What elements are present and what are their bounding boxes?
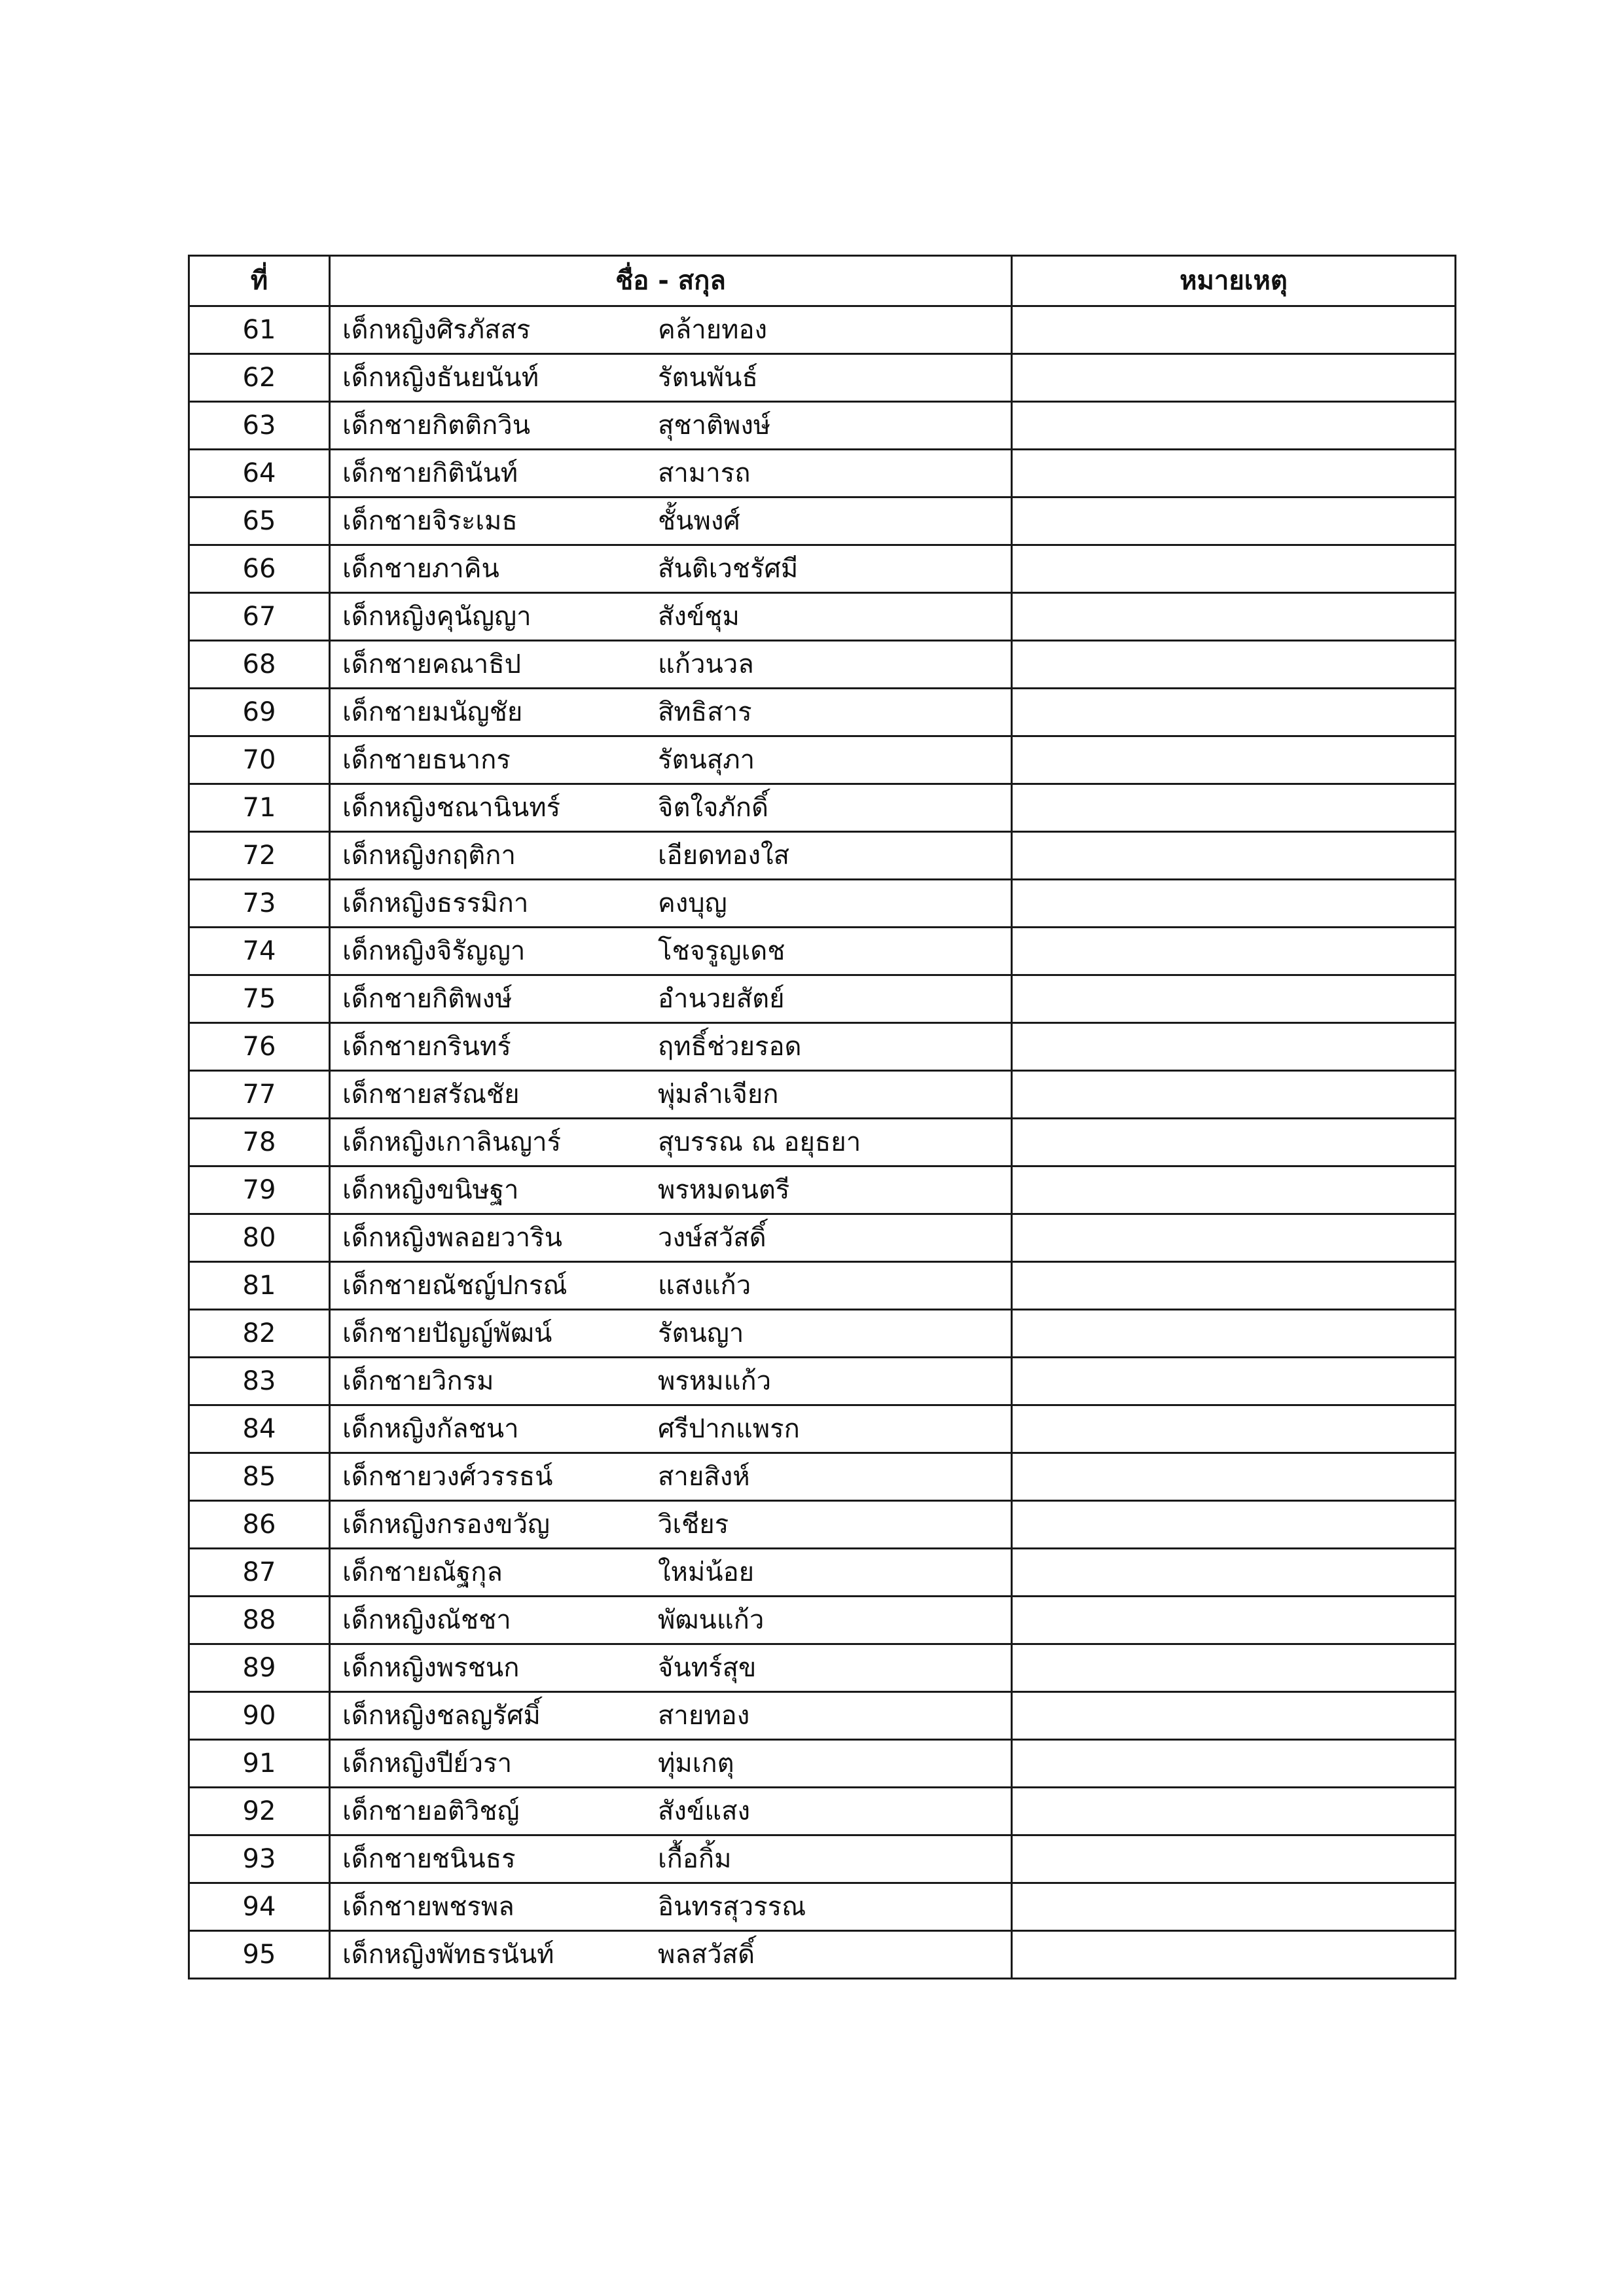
student-first-name: เด็กหญิงศิรภัสสร [342,315,531,345]
remark-cell [1012,832,1456,880]
row-number: 73 [189,880,330,928]
student-first-name: เด็กหญิงกัลชนา [342,1414,519,1444]
row-number: 81 [189,1262,330,1310]
student-name-cell [330,1071,1012,1119]
student-name-cell [330,1405,1012,1453]
student-first-name: เด็กชายวิกรม [342,1366,494,1396]
remark-cell [1012,450,1456,497]
student-last-name: พัฒนแก้ว [658,1605,765,1635]
row-number: 64 [189,450,330,497]
student-last-name: แก้วนวล [658,649,754,679]
remark-cell [1012,1405,1456,1453]
remark-cell [1012,1931,1456,1979]
student-first-name: เด็กชายธนากร [342,745,511,775]
student-last-name: ฤทธิ์ช่วยรอด [658,1032,802,1062]
table-row [189,593,1456,641]
student-last-name: เอียดทองใส [658,840,789,871]
student-first-name: เด็กชายวงศ์วรรธน์ [342,1462,553,1492]
table-row [189,1740,1456,1788]
remark-cell [1012,1166,1456,1214]
student-last-name: สุบรรณ ณ อยุธยา [658,1127,861,1157]
remark-cell [1012,1023,1456,1071]
remark-cell [1012,1597,1456,1644]
student-name-cell [330,450,1012,497]
student-name-cell [330,1214,1012,1262]
student-last-name: ใหม่น้อย [658,1557,755,1587]
remark-cell [1012,1214,1456,1262]
student-first-name: เด็กหญิงขนิษฐา [342,1175,519,1205]
remark-cell [1012,1692,1456,1740]
student-name-cell [330,928,1012,975]
remark-cell [1012,689,1456,736]
row-number: 88 [189,1597,330,1644]
table-row [189,1119,1456,1166]
table-row [189,1931,1456,1979]
remark-cell [1012,784,1456,832]
row-number: 94 [189,1883,330,1931]
student-first-name: เด็กชายปัญญ์พัฒน์ [342,1318,552,1348]
student-name-cell [330,1931,1012,1979]
student-last-name: พรหมแก้ว [658,1366,772,1396]
table-row [189,736,1456,784]
student-name-cell [330,1597,1012,1644]
student-last-name: ศรีปากแพรก [658,1414,800,1444]
table-row [189,1358,1456,1405]
student-first-name: เด็กชายกิตติกวิน [342,410,531,441]
student-name-cell [330,1119,1012,1166]
student-first-name: เด็กหญิงชลญรัศมิ์ [342,1701,541,1731]
row-number: 85 [189,1453,330,1501]
student-last-name: สุชาติพงษ์ [658,410,771,441]
remark-cell [1012,1119,1456,1166]
student-last-name: สังข์ชุม [658,602,740,632]
student-name-cell [330,784,1012,832]
student-first-name: เด็กชายชนินธร [342,1844,516,1874]
student-last-name: รัตนสุภา [658,745,755,775]
table-row [189,1023,1456,1071]
student-first-name: เด็กหญิงชณานินทร์ [342,793,561,823]
student-last-name: แสงแก้ว [658,1271,751,1301]
remark-cell [1012,497,1456,545]
student-name-cell [330,497,1012,545]
roster-sheet [188,255,1454,1979]
table-row [189,1501,1456,1549]
student-first-name: เด็กชายกิติพงษ์ [342,984,513,1014]
table-row [189,784,1456,832]
row-number: 63 [189,402,330,450]
row-number: 77 [189,1071,330,1119]
row-number: 84 [189,1405,330,1453]
remark-cell [1012,1501,1456,1549]
student-name-cell [330,354,1012,402]
student-first-name: เด็กหญิงณัชชา [342,1605,511,1635]
remark-cell [1012,1071,1456,1119]
row-number: 68 [189,641,330,689]
row-number: 79 [189,1166,330,1214]
table-row [189,402,1456,450]
row-number: 83 [189,1358,330,1405]
student-name-cell [330,641,1012,689]
remark-cell [1012,975,1456,1023]
student-last-name: รัตนพันธ์ [658,363,758,393]
remark-cell [1012,928,1456,975]
remark-cell [1012,402,1456,450]
student-name-cell [330,880,1012,928]
student-first-name: เด็กหญิงธรรมิกา [342,888,529,918]
row-number: 67 [189,593,330,641]
remark-cell [1012,1262,1456,1310]
student-name-cell [330,1740,1012,1788]
student-last-name: สายทอง [658,1701,750,1731]
remark-cell [1012,1835,1456,1883]
student-first-name: เด็กชายคณาธิป [342,649,522,679]
student-name-cell [330,1788,1012,1835]
header-row [189,256,1456,306]
student-name-cell [330,832,1012,880]
remark-cell [1012,1883,1456,1931]
table-row [189,1310,1456,1358]
student-name-cell [330,1023,1012,1071]
student-name-cell [330,593,1012,641]
student-last-name: โชจรูญเดช [658,936,785,966]
student-first-name: เด็กหญิงพรชนก [342,1653,520,1683]
remark-cell [1012,1644,1456,1692]
student-name-cell [330,306,1012,354]
student-last-name: คล้ายทอง [658,315,768,345]
student-name-cell [330,402,1012,450]
row-number: 74 [189,928,330,975]
remark-cell [1012,1310,1456,1358]
table-row [189,1453,1456,1501]
student-name-cell [330,1549,1012,1597]
student-name-cell [330,545,1012,593]
student-name-cell [330,1310,1012,1358]
student-name-cell [330,1166,1012,1214]
table-row [189,832,1456,880]
table-row [189,880,1456,928]
table-row [189,1262,1456,1310]
student-first-name: เด็กหญิงกรองขวัญ [342,1509,550,1540]
student-last-name: รัตนญา [658,1318,744,1348]
row-number: 71 [189,784,330,832]
row-number: 82 [189,1310,330,1358]
row-number: 80 [189,1214,330,1262]
student-first-name: เด็กหญิงปีย์วรา [342,1748,513,1779]
row-number: 93 [189,1835,330,1883]
table-row [189,545,1456,593]
student-first-name: เด็กชายกิตินันท์ [342,458,518,488]
student-name-cell [330,1644,1012,1692]
student-first-name: เด็กหญิงธันยนันท์ [342,363,539,393]
student-name-cell [330,1453,1012,1501]
remark-cell [1012,1788,1456,1835]
student-last-name: อำนวยสัตย์ [658,984,785,1014]
table-row [189,1692,1456,1740]
row-number: 86 [189,1501,330,1549]
student-first-name: เด็กหญิงกฤติกา [342,840,516,871]
row-number: 72 [189,832,330,880]
student-name-cell [330,975,1012,1023]
remark-cell [1012,306,1456,354]
table-row [189,689,1456,736]
row-number: 62 [189,354,330,402]
student-name-cell [330,1358,1012,1405]
remark-cell [1012,593,1456,641]
student-last-name: คงบุญ [658,888,727,918]
remark-cell [1012,1740,1456,1788]
student-name-cell [330,1835,1012,1883]
row-number: 95 [189,1931,330,1979]
student-last-name: ชั้นพงศ์ [658,506,740,536]
student-first-name: เด็กชายอติวิชญ์ [342,1796,520,1826]
table-body [189,306,1456,1979]
student-first-name: เด็กชายภาคิน [342,554,499,584]
row-number: 89 [189,1644,330,1692]
student-first-name: เด็กชายณัฐกุล [342,1557,503,1587]
student-name-cell [330,1501,1012,1549]
table-row [189,1166,1456,1214]
table-row [189,1644,1456,1692]
row-number: 61 [189,306,330,354]
student-last-name: วิเชียร [658,1509,729,1540]
table-row [189,1549,1456,1597]
remark-cell [1012,736,1456,784]
remark-cell [1012,545,1456,593]
student-first-name: เด็กชายณัชญ์ปกรณ์ [342,1271,568,1301]
row-number: 90 [189,1692,330,1740]
student-name-cell [330,689,1012,736]
remark-cell [1012,880,1456,928]
student-name-cell [330,1883,1012,1931]
student-first-name: เด็กหญิงจิรัญญา [342,936,526,966]
table-row [189,1214,1456,1262]
student-last-name: พลสวัสดิ์ [658,1940,755,1970]
row-number: 65 [189,497,330,545]
student-last-name: สิทธิสาร [658,697,752,727]
student-first-name: เด็กชายพชรพล [342,1892,514,1922]
table-row [189,306,1456,354]
row-number: 87 [189,1549,330,1597]
table-row [189,1883,1456,1931]
student-last-name: อินทรสุวรรณ [658,1892,806,1922]
row-number: 92 [189,1788,330,1835]
student-roster-table [188,255,1456,1979]
student-first-name: เด็กชายสรัณชัย [342,1079,520,1110]
row-number: 66 [189,545,330,593]
row-number: 91 [189,1740,330,1788]
student-last-name: พุ่มลำเจียก [658,1079,779,1110]
student-first-name: เด็กชายจิระเมธ [342,506,518,536]
row-number: 69 [189,689,330,736]
table-row [189,450,1456,497]
header-number: ที่ [189,256,330,306]
table-header [189,256,1456,306]
student-first-name: เด็กหญิงคุนัญญา [342,602,532,632]
student-last-name: สายสิงห์ [658,1462,750,1492]
student-last-name: ทุ่มเกตุ [658,1748,734,1779]
student-last-name: วงษ์สวัสดิ์ [658,1223,767,1253]
remark-cell [1012,1358,1456,1405]
student-first-name: เด็กหญิงพลอยวาริน [342,1223,562,1253]
remark-cell [1012,1549,1456,1597]
table-row [189,1597,1456,1644]
student-first-name: เด็กชายกรินทร์ [342,1032,511,1062]
table-row [189,975,1456,1023]
student-name-cell [330,1692,1012,1740]
row-number: 78 [189,1119,330,1166]
table-row [189,497,1456,545]
student-last-name: เกื้อกิ้ม [658,1844,732,1874]
student-first-name: เด็กหญิงพัทธรนันท์ [342,1940,554,1970]
row-number: 76 [189,1023,330,1071]
student-last-name: พรหมดนตรี [658,1175,790,1205]
student-name-cell [330,1262,1012,1310]
table-row [189,928,1456,975]
student-first-name: เด็กหญิงเกาลินญาร์ [342,1127,562,1157]
student-name-cell [330,736,1012,784]
table-row [189,1405,1456,1453]
header-remark: หมายเหตุ [1012,256,1456,306]
student-last-name: จันทร์สุข [658,1653,757,1683]
table-row [189,1071,1456,1119]
row-number: 75 [189,975,330,1023]
student-first-name: เด็กชายมนัญชัย [342,697,523,727]
table-row [189,354,1456,402]
header-full-name: ชื่อ - สกุล [330,256,1012,306]
row-number: 70 [189,736,330,784]
student-last-name: สันติเวชรัศมี [658,554,799,584]
student-last-name: สามารถ [658,458,751,488]
table-row [189,1835,1456,1883]
student-last-name: จิตใจภักดิ์ [658,793,768,823]
remark-cell [1012,641,1456,689]
table-row [189,641,1456,689]
remark-cell [1012,354,1456,402]
student-last-name: สังข์แสง [658,1796,751,1826]
remark-cell [1012,1453,1456,1501]
table-row [189,1788,1456,1835]
